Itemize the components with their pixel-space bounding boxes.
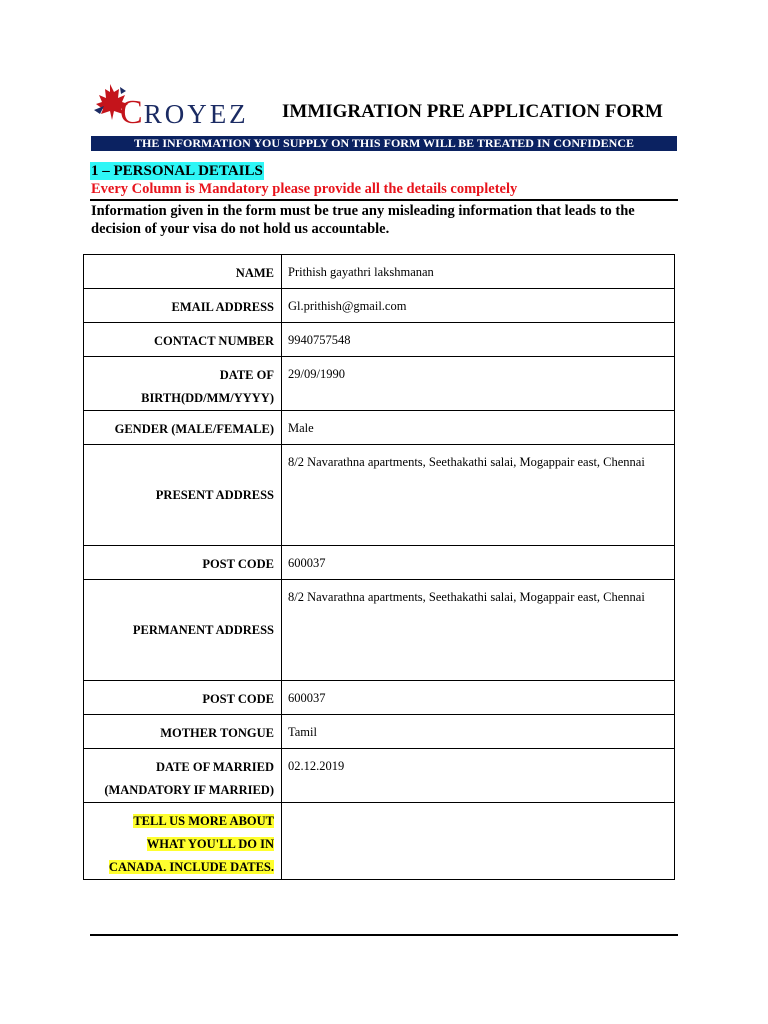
field-label: CONTACT NUMBER (84, 323, 282, 357)
table-row (84, 411, 675, 445)
field-label: TELL US MORE ABOUT WHAT YOU'LL DO IN CANADA. INCLUDE DATES. (84, 803, 282, 880)
field-label: PRESENT ADDRESS (84, 445, 282, 546)
name-field[interactable]: Prithish gayathri lakshmanan (282, 255, 675, 289)
table-row (84, 749, 675, 803)
mandatory-note: Every Column is Mandatory please provide all the details completely (91, 181, 518, 197)
table-row (84, 803, 675, 880)
field-label: DATE OF BIRTH(DD/MM/YYYY) (84, 357, 282, 411)
table-row (84, 357, 675, 411)
field-label: POST CODE (84, 546, 282, 580)
gender-field[interactable]: Male (282, 411, 675, 445)
field-label: POST CODE (84, 681, 282, 715)
table-row (84, 715, 675, 749)
field-label: EMAIL ADDRESS (84, 289, 282, 323)
table-row (84, 445, 675, 546)
canada-plans-field[interactable] (282, 803, 675, 880)
field-label: MOTHER TONGUE (84, 715, 282, 749)
form-title: IMMIGRATION PRE APPLICATION FORM (282, 101, 663, 122)
section-heading: 1 – PERSONAL DETAILS (91, 163, 263, 179)
croyez-logo (90, 82, 260, 131)
date-of-married-field[interactable]: 02.12.2019 (282, 749, 675, 803)
field-label: NAME (84, 255, 282, 289)
date-of-birth-field[interactable]: 29/09/1990 (282, 357, 675, 411)
mother-tongue-field[interactable]: Tamil (282, 715, 675, 749)
permanent-address-field[interactable]: 8/2 Navarathna apartments, Seethakathi salai, Mogappair east, Chennai (282, 580, 675, 681)
post-code-field[interactable]: 600037 (282, 546, 675, 580)
table-row (84, 546, 675, 580)
disclaimer-text: Information given in the form must be true any misleading information that leads to the decision of your visa do not hold us accountable. (91, 203, 635, 237)
field-label: PERMANENT ADDRESS (84, 580, 282, 681)
personal-details-table (83, 254, 675, 880)
present-address-field[interactable]: 8/2 Navarathna apartments, Seethakathi salai, Mogappair east, Chennai (282, 445, 675, 546)
field-label: GENDER (MALE/FEMALE) (84, 411, 282, 445)
table-row (84, 255, 675, 289)
divider (90, 199, 678, 201)
table-row (84, 289, 675, 323)
table-row (84, 681, 675, 715)
email-field[interactable]: Gl.prithish@gmail.com (282, 289, 675, 323)
table-row (84, 580, 675, 681)
divider (90, 934, 678, 936)
confidentiality-banner: THE INFORMATION YOU SUPPLY ON THIS FORM WILL BE TREATED IN CONFIDENCE (91, 136, 677, 151)
logo-wordmark: CROYEZ (120, 94, 249, 131)
field-label: DATE OF MARRIED (MANDATORY IF MARRIED) (84, 749, 282, 803)
permanent-post-code-field[interactable]: 600037 (282, 681, 675, 715)
table-row (84, 323, 675, 357)
contact-number-field[interactable]: 9940757548 (282, 323, 675, 357)
